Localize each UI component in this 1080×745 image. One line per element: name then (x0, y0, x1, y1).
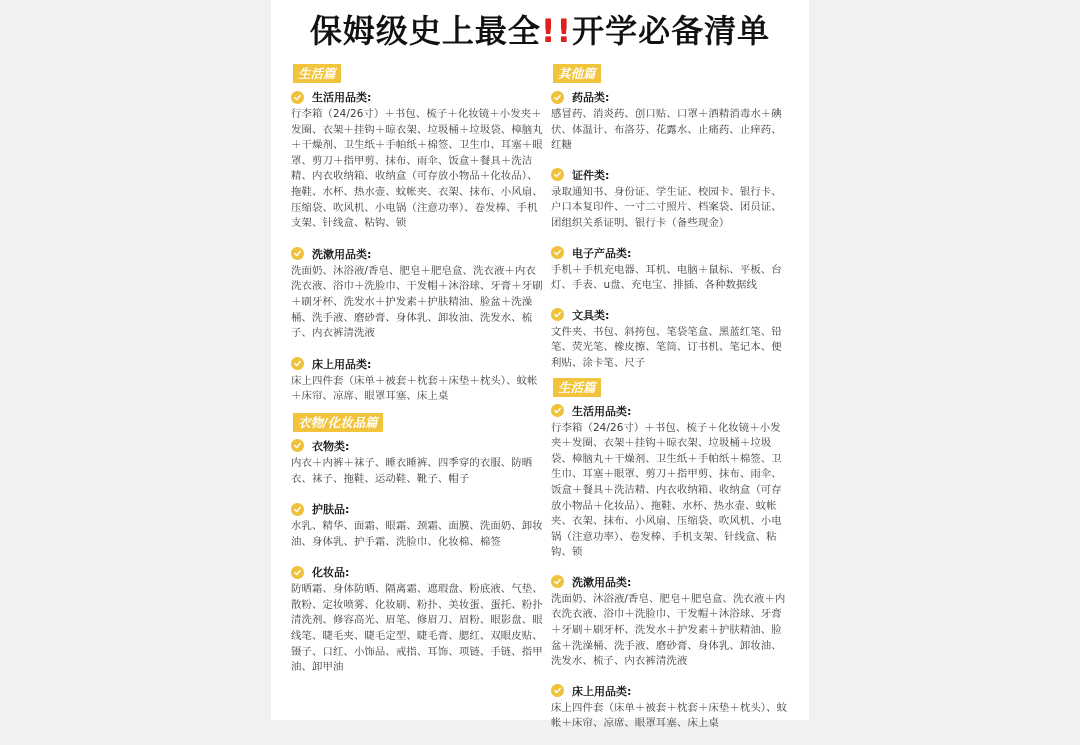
section-label-clothing-cosmetics: 衣物/化妆品篇 (293, 413, 383, 432)
right-column (551, 62, 791, 745)
category-makeup (291, 564, 545, 676)
category-title: 洗漱用品类: (312, 247, 372, 261)
category-items: 洗面奶、沐浴液/香皂、肥皂＋肥皂盒、洗衣液＋内衣洗衣液、浴巾＋洗脸巾、干发帽＋沐浴球、牙膏＋牙刷＋刷牙杯、洗发水＋护发素＋护肤精油、脸盆＋洗澡桶、洗手液、磨砂膏、身体乳、卸妆油、洗发水、梳子、内衣裤清洗液 (291, 264, 543, 340)
check-circle-icon (291, 91, 304, 104)
category-items: 洗面奶、沐浴液/香皂、肥皂＋肥皂盒、洗衣液＋内衣洗衣液、浴巾＋洗脸巾、干发帽＋沐浴球、牙膏＋牙刷＋刷牙杯、洗发水＋护发素＋护肤精油、脸盆＋洗澡桶、洗手液、磨砂膏、身体乳、卸妆油、洗发水、梳子、内衣裤清洗液 (551, 592, 786, 668)
check-circle-icon (551, 308, 564, 321)
section-label-life-repeat: 生活篇 (553, 378, 601, 397)
category-items: 感冒药、消炎药、创口贴、口罩＋酒精消毒水＋碘伏、体温计、布洛芬、花露水、止痛药、止痒药、红糖 (551, 108, 782, 152)
category-title: 药品类: (572, 91, 610, 104)
category-title: 化妆品: (312, 566, 350, 580)
category-items: 行李箱（24/26寸）＋书包、梳子＋化妆镜＋小发夹＋发圈、衣架＋挂钩＋晾衣架、垃圾桶＋垃圾袋、樟脑丸＋干燥剂、卫生纸＋手帕纸＋棉签、卫生巾、耳塞＋眼罩、剪刀＋指甲剪、抹布、雨伞、饭盒＋餐具＋洗洁精、内衣收纳箱、收纳盒（可存放小物品＋化妆品）、拖鞋、水杯、热水壶、蚊帐夹、衣架、抹布、小风扇、压缩袋、吹风机、小电锅（注意功率）、卷发棒、手机支架、针线盒、粘钩、锁 (551, 421, 782, 559)
category-medicine (551, 89, 791, 154)
title-main: 保姆级史上最全 (309, 12, 541, 50)
check-circle-icon (291, 503, 304, 516)
category-skincare (291, 501, 545, 550)
double-exclamation-mark: !! (540, 12, 573, 50)
category-documents (551, 167, 791, 232)
category-bedding-repeat (551, 683, 791, 732)
check-circle-icon (551, 91, 564, 104)
category-toiletries-repeat (551, 574, 791, 670)
category-electronics (551, 245, 791, 294)
category-items: 手机＋手机充电器、耳机、电脑＋鼠标、平板、台灯、手表、u盘、充电宝、排插、各种数据线 (551, 263, 782, 292)
check-circle-icon (551, 168, 564, 181)
category-items: 录取通知书、身份证、学生证、校园卡、银行卡、户口本复印件、一寸二寸照片、档案袋、团员证、团组织关系证明、银行卡（备些现金） (551, 185, 782, 229)
category-items: 文件夹、书包、斜挎包、笔袋笔盒、黑蓝红笔、铅笔、荧光笔、橡皮擦、笔筒、订书机、笔记本、便利贴、涂卡笔、尺子 (551, 325, 782, 369)
category-title: 生活用品类: (572, 404, 632, 418)
category-items: 床上四件套（床单＋被套＋枕套＋床垫＋枕头）、蚊帐＋床帘、凉席、眼罩耳塞、床上桌 (551, 701, 788, 730)
check-circle-icon (291, 247, 304, 260)
checklist-sheet (271, 0, 809, 730)
category-items: 行李箱（24/26寸）＋书包、梳子＋化妆镜＋小发夹＋发圈、衣架＋挂钩＋晾衣架、垃圾桶＋垃圾袋、樟脑丸＋干燥剂、卫生纸＋手帕纸＋棉签、卫生巾、耳塞＋眼罩、剪刀＋指甲剪、抹布、雨伞、饭盒＋餐具＋洗洁精、内衣收纳箱、收纳盒（可存放小物品＋化妆品）、拖鞋、水杯、热水壶、蚊帐夹、衣架、抹布、小风扇、压缩袋、吹风机、小电锅（注意功率）、卷发棒、手机支架、针线盒、粘钩、锁 (291, 108, 543, 230)
category-title: 生活用品类: (312, 91, 372, 104)
category-title: 床上用品类: (312, 357, 372, 371)
category-items: 水乳、精华、面霜、眼霜、颈霜、面膜、洗面奶、卸妆油、身体乳、护手霜、洗脸巾、化妆棉、棉签 (291, 520, 543, 548)
section-label-other: 其他篇 (553, 64, 601, 83)
category-title: 床上用品类: (572, 684, 632, 698)
category-items: 内衣＋内裤＋袜子、睡衣睡裤、四季穿的衣服、防晒衣、袜子、拖鞋、运动鞋、靴子、帽子 (291, 456, 533, 485)
category-toiletries (291, 246, 545, 342)
category-title: 护肤品: (312, 503, 350, 517)
category-daily-goods (291, 89, 545, 232)
check-circle-icon (551, 404, 564, 417)
category-stationery (551, 307, 791, 372)
category-title: 洗漱用品类: (572, 575, 632, 589)
section-label-life: 生活篇 (293, 64, 341, 83)
category-title: 电子产品类: (572, 246, 632, 260)
category-title: 文具类: (572, 308, 610, 322)
category-items: 床上四件套（床单＋被套＋枕套＋床垫＋枕头）、蚊帐＋床帘、凉席、眼罩耳塞、床上桌 (291, 374, 538, 403)
category-items: 防晒霜、身体防晒、隔离霜、遮瑕盘、粉底液、气垫、散粉、定妆喷雾、化妆刷、粉扑、美妆蛋、蛋托、粉扑清洗剂、修容高光、眉笔、修眉刀、眉粉、眼影盘、眼线笔、睫毛夹、睫毛定型、睫毛膏、腮红、双眼皮贴、镊子、口红、小饰品、戒指、耳饰、项链、手链、指甲油、卸甲油 (291, 583, 543, 674)
page-title (271, 6, 809, 56)
check-circle-icon (291, 439, 304, 452)
category-bedding (291, 356, 545, 405)
check-circle-icon (551, 684, 564, 697)
category-title: 证件类: (572, 168, 610, 182)
category-daily-goods-repeat (551, 403, 791, 561)
title-rest: 开学必备清单 (572, 12, 771, 50)
left-column (291, 62, 545, 690)
check-circle-icon (551, 246, 564, 259)
category-clothing (291, 438, 545, 487)
check-circle-icon (551, 575, 564, 588)
check-circle-icon (291, 357, 304, 370)
check-circle-icon (291, 566, 304, 579)
category-title: 衣物类: (312, 439, 350, 453)
